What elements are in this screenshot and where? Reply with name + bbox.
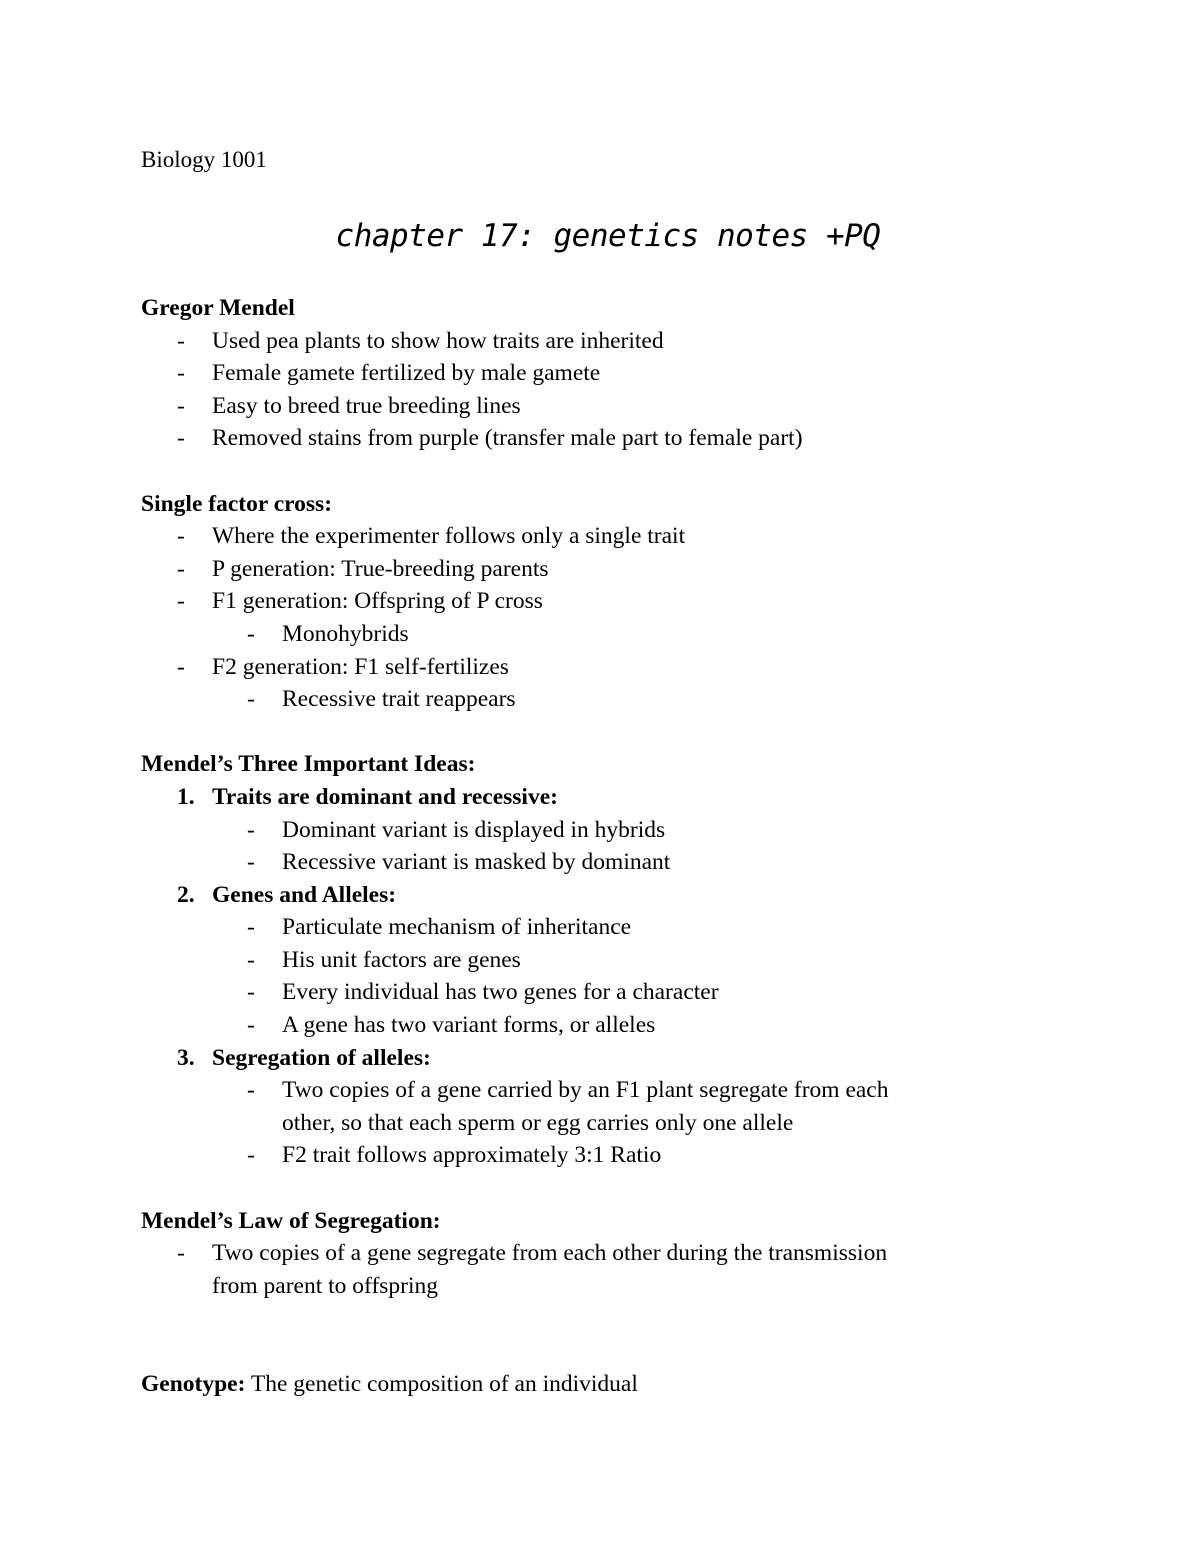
bullet-dash: - (177, 523, 185, 550)
numbered-item: 2. Genes and Alleles: (141, 879, 1041, 912)
sub-list-item: - Dominant variant is displayed in hybrids (141, 814, 1041, 847)
list-item: - Easy to breed true breeding lines (141, 390, 1041, 423)
bullet-dash: - (177, 588, 185, 615)
numbered-item: 3. Segregation of alleles: (141, 1042, 1041, 1075)
genotype-definition (141, 1368, 1041, 1401)
list-item: - F1 generation: Offspring of P cross (141, 585, 1041, 618)
list-item: - P generation: True-breeding parents (141, 553, 1041, 586)
bullet-dash: - (247, 914, 255, 941)
list-number: 3. (177, 1044, 195, 1071)
bullet-dash: - (247, 686, 255, 713)
bullet-dash: - (177, 653, 185, 680)
bullet-dash: - (247, 1077, 255, 1104)
list-number: 2. (177, 881, 195, 908)
term-definition: The genetic composition of an individual (245, 1370, 638, 1397)
section-heading-single-factor-cross: Single factor cross: (141, 490, 333, 517)
bullet-dash: - (247, 979, 255, 1006)
list-item: - Female gamete fertilized by male gamete (141, 357, 1041, 390)
sub-list-item: - Two copies of a gene carried by an F1 plant segregate from each (141, 1074, 1041, 1107)
sub-list-item: - His unit factors are genes (141, 944, 1041, 977)
numbered-item: 1. Traits are dominant and recessive: (141, 781, 1041, 814)
section-heading-three-ideas: Mendel’s Three Important Ideas: (141, 751, 476, 778)
bullet-dash: - (247, 1012, 255, 1039)
list-item: - Used pea plants to show how traits are inherited (141, 325, 1041, 358)
list-item: - Two copies of a gene segregate from each other during the transmission (141, 1237, 1041, 1270)
sub-list-item: - Monohybrids (141, 618, 1041, 651)
bullet-dash: - (177, 555, 185, 582)
bullet-dash: - (177, 360, 185, 387)
list-item: - F2 generation: F1 self-fertilizes (141, 651, 1041, 684)
bullet-dash: - (247, 1142, 255, 1169)
bullet-dash: - (177, 1240, 185, 1267)
course-name: Biology 1001 (141, 147, 267, 172)
list-item: - Where the experimenter follows only a single trait (141, 520, 1041, 553)
sub-list-item: - Recessive trait reappears (141, 683, 1041, 716)
bullet-dash: - (177, 392, 185, 419)
bullet-dash: - (177, 425, 185, 452)
sub-list-item: - Recessive variant is masked by dominant (141, 846, 1041, 879)
bullet-dash: - (247, 816, 255, 843)
notes-body (141, 292, 1041, 1400)
section-heading-law-of-segregation: Mendel’s Law of Segregation: (141, 1207, 441, 1234)
bullet-dash: - (247, 620, 255, 647)
bullet-dash: - (177, 327, 185, 354)
sub-list-item: - Particulate mechanism of inheritance (141, 911, 1041, 944)
list-item: - Removed stains from purple (transfer male part to female part) (141, 422, 1041, 455)
list-item-continuation: from parent to offspring (212, 1272, 439, 1299)
section-heading-gregor-mendel: Gregor Mendel (141, 295, 295, 321)
bullet-dash: - (247, 946, 255, 973)
term-genotype: Genotype: (141, 1370, 246, 1397)
sub-list-item: - Every individual has two genes for a character (141, 976, 1041, 1009)
sub-list-item: - A gene has two variant forms, or alleles (141, 1009, 1041, 1042)
list-number: 1. (177, 783, 195, 810)
page-title: chapter 17: genetics notes +PQ (335, 218, 881, 254)
sub-list-item: - F2 trait follows approximately 3:1 Ratio (141, 1139, 1041, 1172)
sub-list-item-continuation: other, so that each sperm or egg carries only one allele (282, 1109, 794, 1136)
bullet-dash: - (247, 849, 255, 876)
